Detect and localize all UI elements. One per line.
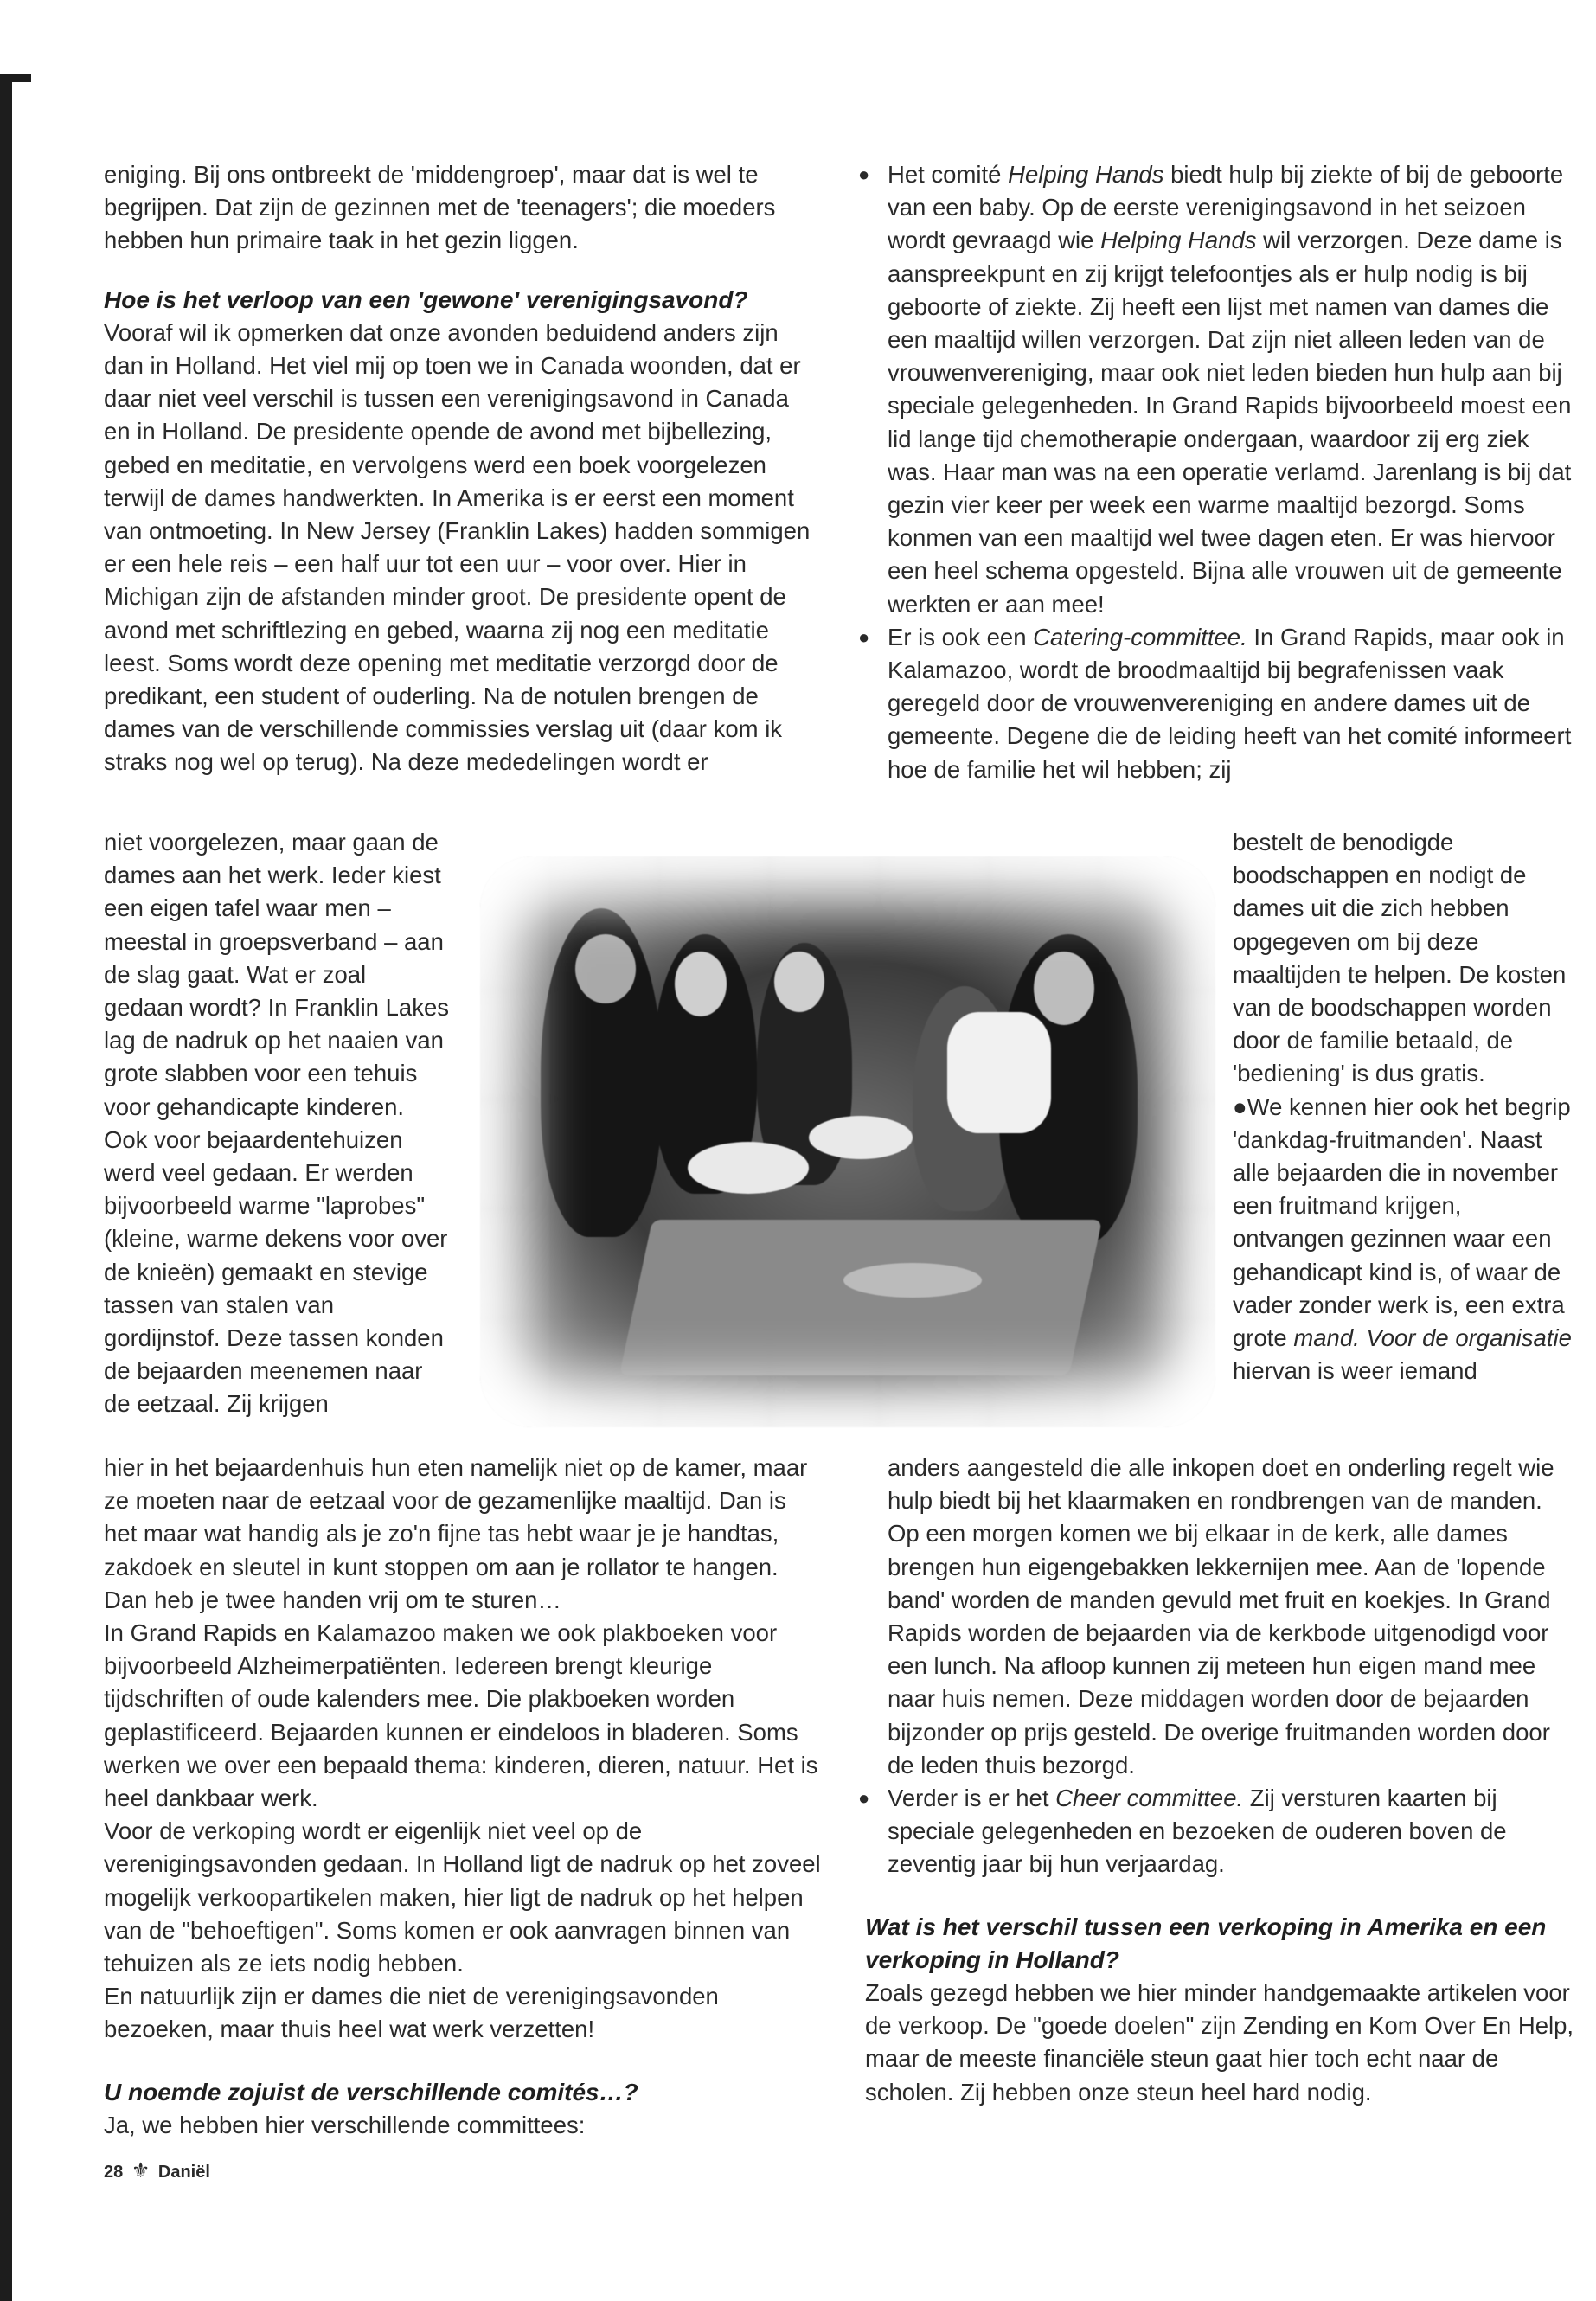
fruitmanden-continuation: anders aangesteld die alle inkopen doet en onderling regelt wie hulp biedt bij het klaarmaken en rondbrengen van de manden. Op een morgen komen we bij elkaar in de kerk, alle dames brengen hun eigengebakken lekkernijen mee. Aan de 'lopende band' worden de manden gevuld met fruit en koekjes. In Grand Rapids worden de bejaarden via de kerkbode uitgenodigd voor een lunch. Na afloop kunnen zij meteen hun eigen mand mee naar huis nemen. Deze middagen worden door de bejaarden bijzonder op prijs gesteld. De overige fruitmanden worden door de leden thuis bezorgd. — [888, 1454, 1554, 1779]
catering-wrap-paragraph: bestelt de benodigde boodschappen en nodigt de dames uit die zich hebben opgegeven om bij deze maaltijden te helpen. De kosten van de boodschappen worden door de familie betaald, de 'bediening' is dus gratis. — [1233, 829, 1567, 1087]
right-wrap-text — [1233, 826, 1579, 1388]
page-edge-shadow — [0, 74, 12, 2301]
answer-paragraph-3: Zoals gezegd hebben we hier minder handgemaakte artikelen voor de verkoop. De "goede doelen" zijn Zending en Kom Over En Help, maar de meeste financiële steun gaat hier toch echt naar de scholen. Zij hebben onze steun heel hard nodig. — [865, 1979, 1574, 2106]
left-continuation — [104, 1452, 822, 2142]
right-continuation — [865, 1452, 1574, 2109]
continuation-paragraph: hier in het bejaardenhuis hun eten namelijk niet op de kamer, maar ze moeten naar de eetzaal voor de gezamenlijke maaltijd. Dan is het maar wat handig als je zo'n fijne tas hebt waar je je handtas, zakdoek en sleutel in kunt stoppen om aan je rollator te hangen. Dan heb je twee handen vrij om te sturen… — [104, 1454, 808, 1613]
women-working-photo — [480, 856, 1215, 1427]
page-edge-corner — [0, 74, 31, 82]
answer-paragraph-1: Vooraf wil ik opmerken dat onze avonden beduidend anders zijn dan in Holland. Het viel mij op toen we in Canada woonden, dat er daar niet veel verschil is tussen een verenigingsavond in Canada en in Holland. De presidente opende de avond met bijbellezing, gebed en meditatie, en vervolgens werd een boek voorgelezen terwijl de dames handwerkten. In Amerika is er eerst een moment van ontmoeting. In New Jersey (Franklin Lakes) hadden sommigen er een hele reis – een half uur tot een uur – voor over. Hier in Michigan zijn de afstanden minder groot. De presidente opent de avond met schriftlezing en gebed, waarna zij nog een meditatie leest. Soms wordt deze opening met meditatie verzorgd door de predikant, een student of ouderling. Na de notulen brengen de dames van de verschillende commissies verslag uit (daar kom ik straks nog wel op terug). Na deze mededelingen wordt er — [104, 318, 811, 776]
intro-paragraph: eniging. Bij ons ontbreekt de 'middengroep', maar dat is wel te begrijpen. Dat zijn de gezinnen met de 'teenagers'; die moeders hebben hun primaire taak in het gezin liggen. — [104, 161, 776, 254]
page-number: 28 — [104, 2163, 124, 2182]
thuiswerk-paragraph: En natuurlijk zijn er dames die niet de verenigingsavonden bezoeken, maar thuis heel wat werk verzetten! — [104, 1983, 719, 2043]
magazine-name: Daniël — [157, 2163, 210, 2182]
verkoping-paragraph: Voor de verkoping wordt er eigenlijk niet veel op de verenigingsavonden gedaan. In Holland ligt de nadruk op het zoveel mogelijk verkoopartikelen maken, hier ligt de nadruk op het helpen van de "behoeftigen". Soms komen er ook aanvragen binnen van tehuizen als ze iets nodig hebben. — [104, 1817, 821, 1977]
fleur-de-lis-icon: ⚜ — [131, 2159, 151, 2182]
committee-list-continued — [865, 1782, 1574, 1881]
fruitmanden-paragraph: ●We kennen hier ook het begrip 'dankdag-fruitmanden'. Naast alle bejaarden die in november een fruitmand krijgen, ontvangen gezinnen waar een gehandicapt kind is, of waar de vader zonder werk is, een extra grote mand. Voor de organisatie hiervan is weer iemand — [1233, 1093, 1572, 1385]
list-item-helping-hands: ● Het comité Helping Hands biedt hulp bij ziekte of bij de geboorte van een baby. Op de eerste verenigingsavond in het seizoen wordt gevraagd wie Helping Hands wil verzorgen. Deze dame is aanspreekpunt en zij krijgt telefoontjes als er hulp nodig is bij geboorte of ziekte. Zij heeft een lijst met namen van dames die een maaltijd willen verzorgen. Dat zijn niet alleen leden van de vrouwenvereniging, maar ook niet leden bieden hun hulp aan bij speciale gelegenheden. In Grand Rapids bijvoorbeeld moest een lid lange tijd chemotherapie ondergaan, waardoor zij erg ziek was. Haar man was na een operatie verlamd. Jarenlang is bij dat gezin vier keer per week een warme maaltijd bezorgd. Soms konmen van een maaltijd wel twee dagen eten. Er was hiervoor een heel schema opgesteld. Bijna alle vrouwen uit de gemeente werkten er aan mee! — [865, 158, 1574, 621]
left-wrap-text: niet voorgelezen, maar gaan de dames aan het werk. Ieder kiest een eigen tafel waar men – meestal in groepsverband – aan de slag gaat. Wat er zoal gedaan wordt? In Franklin Lakes lag de nadruk op het naaien van grote slabben voor een tehuis voor gehandicapte kinderen. Ook voor bejaardentehuizen werd veel gedaan. Er werden bijvoorbeeld warme "laprobes" (kleine, warme dekens voor over de knieën) gemaakt en stevige tassen van stalen van gordijnstof. Deze tassen konden de bejaarden meenemen naar de eetzaal. Zij krijgen — [104, 829, 449, 1418]
list-item-cheer: ● Verder is er het Cheer committee. Zij versturen kaarten bij speciale gelegenheden en bezoeken de ouderen boven de zeventig jaar bij hun verjaardag. — [865, 1782, 1574, 1881]
page-footer — [104, 2158, 210, 2183]
plakboeken-paragraph: In Grand Rapids en Kalamazoo maken we ook plakboeken voor bijvoorbeeld Alzheimerpatiënten. Iedereen brengt kleurige tijdschriften of oude kalenders mee. Die plakboeken worden geplastificeerd. Bejaarden kunnen er eindeloos in bladeren. Soms werken we over een bepaald thema: kinderen, dieren, natuur. Het is heel dankbaar werk. — [104, 1619, 818, 1812]
question-heading-1: Hoe is het verloop van een 'gewone' verenigingsavond? — [104, 285, 748, 313]
answer-paragraph-2: Ja, we hebben hier verschillende committees: — [104, 2111, 586, 2138]
left-column — [104, 158, 822, 779]
question-heading-3: Wat is het verschil tussen een verkoping in Amerika en een verkoping in Holland? — [865, 1913, 1547, 1973]
list-item-catering: ● Er is ook een Catering-committee. In Grand Rapids, maar ook in Kalamazoo, wordt de broodmaaltijd bij begrafenissen vaak geregeld door de vrouwenvereniging en andere dames uit de gemeente. Degene die de leiding heeft van het comité informeert hoe de familie het wil hebben; zij — [865, 621, 1574, 786]
photo-vignette — [480, 856, 1215, 1427]
committee-list — [865, 158, 1574, 786]
question-heading-2: U noemde zojuist de verschillende comités…? — [104, 2078, 638, 2106]
right-column — [865, 158, 1574, 786]
